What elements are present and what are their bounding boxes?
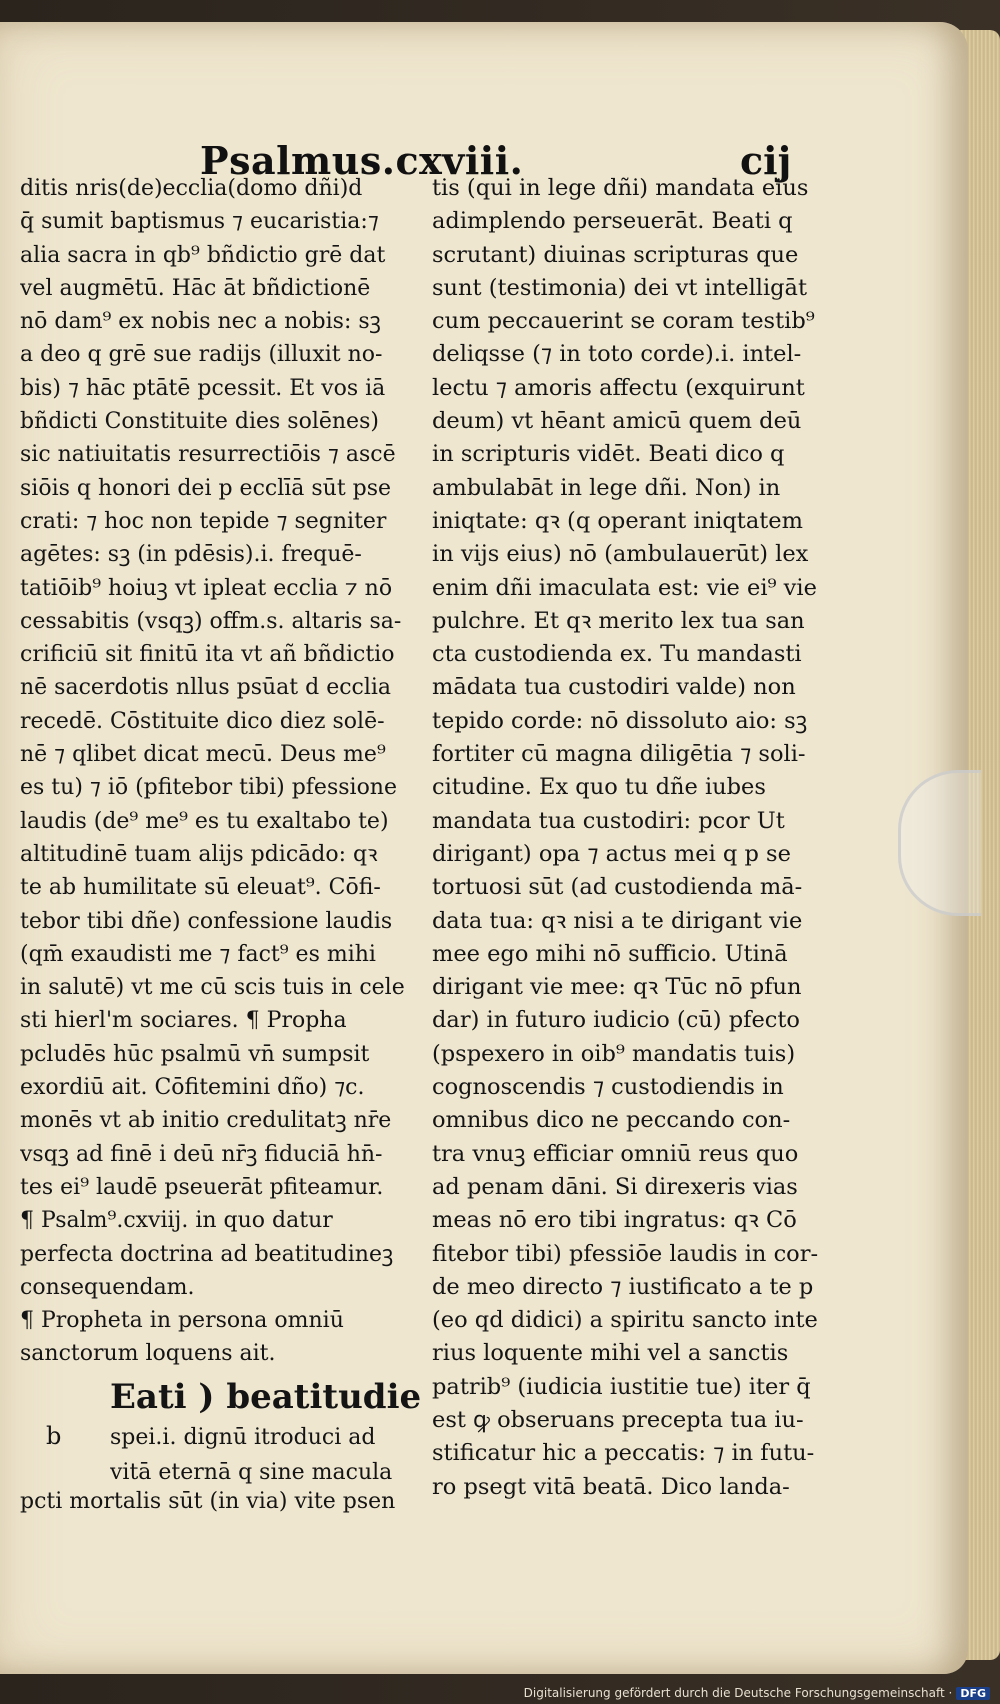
- text-line: stificatur hic a peccatis: ⁊ in futu-: [432, 1440, 815, 1467]
- text-line: te ab humilitate sū eleuat⁹. Cōfi-: [20, 875, 381, 901]
- text-line: vel augmētū. Hāc āt bñdictionē: [20, 275, 371, 301]
- text-line: sic natiuitatis resurrectiōis ⁊ ascē: [20, 442, 396, 468]
- text-line: vitā eternā q sine macula: [110, 1460, 393, 1485]
- text-line: scrutant) diuinas scripturas que: [432, 241, 799, 268]
- text-line: tis (qui in lege dñi) mandata eius: [432, 175, 809, 201]
- text-line: pcludēs hūc psalmū vn̄ sumpsit: [20, 1041, 370, 1067]
- text-line: enim dñi imaculata est: vie ei⁹ vie: [432, 574, 817, 601]
- text-line: bis) ⁊ hāc ptātē pcessit. Et vos iā: [20, 375, 386, 401]
- text-line: sanctorum loquens ait.: [20, 1341, 276, 1367]
- text-line: (eo qd didici) a spiritu sancto inte: [432, 1307, 818, 1334]
- text-line: cessabitis (vsqꝫ) offm.s. altaris sa-: [20, 608, 402, 634]
- text-line: est ꝙ obseruans precepta tua iu-: [432, 1406, 804, 1433]
- digitization-credit: [524, 1686, 990, 1700]
- folio-number: cij: [740, 138, 792, 183]
- text-line: deliqsse (⁊ in toto corde).i. intel-: [432, 341, 802, 368]
- text-line: exordiū ait. Cōfitemini dño) ⁊c.: [20, 1075, 365, 1101]
- text-line: vsqꝫ ad finē i deū nr̄ꝫ fiduciā hn̄-: [20, 1141, 383, 1167]
- initial-section-lines: [110, 1420, 440, 1490]
- text-line: cognoscendis ⁊ custodiendis in: [432, 1074, 784, 1101]
- text-line: in vijs eius) nō (ambulauerūt) lex: [432, 541, 809, 568]
- text-line: perfecta doctrina ad beatitudineꝫ: [20, 1241, 394, 1267]
- text-line: ad penam dāni. Si direxeris vias: [432, 1173, 798, 1200]
- text-line: sti hierl'm sociares. ¶ Propha: [20, 1008, 347, 1034]
- text-line: tortuosi sūt (ad custodienda mā-: [432, 874, 803, 901]
- text-line: iniqtate: qꝛ (q operant iniqtatem: [432, 507, 803, 534]
- text-line: pulchre. Et qꝛ merito lex tua san: [432, 607, 805, 634]
- text-line: bñdicti Constituite dies solēnes): [20, 409, 379, 435]
- text-line: siōis q honori dei p ecclīā sūt pse: [20, 475, 392, 501]
- text-line: omnibus dico ne peccando con-: [432, 1107, 791, 1134]
- text-line: crati: ⁊ hoc non tepide ⁊ segniter: [20, 508, 387, 534]
- text-line: cum peccauerint se coram testib⁹: [432, 308, 815, 335]
- text-line: ro psegt vitā beatā. Dico landa-: [432, 1473, 790, 1500]
- text-line: adimplendo perseuerāt. Beati q: [432, 208, 793, 235]
- text-line: fitebor tibi) pfessiōe laudis in cor-: [432, 1240, 819, 1267]
- text-line: ¶ Psalm⁹.cxviij. in quo datur: [20, 1208, 333, 1234]
- text-line: tebor tibi dñe) confessione laudis: [20, 908, 393, 934]
- text-line: in salutē) vt me cū scis tuis in cele: [20, 975, 405, 1001]
- right-column: [432, 172, 868, 1504]
- text-line: ditis nris(de)ecclia(domo dñi)d: [20, 176, 363, 201]
- text-line: agētes: sꝫ (in pdēsis).i. frequē-: [20, 542, 362, 568]
- text-line: a deo q grē sue radijs (illuxit no-: [20, 342, 383, 368]
- text-line: lectu ⁊ amoris affectu (exquirunt: [432, 374, 805, 401]
- dfg-logo: DFG: [956, 1687, 990, 1700]
- text-line: tepido corde: nō dissoluto aio: sꝫ: [432, 707, 808, 734]
- text-line: nē sacerdotis nllus psūat d ecclia: [20, 675, 392, 701]
- text-line: data tua: qꝛ nisi a te dirigant vie: [432, 907, 803, 934]
- text-line: citudine. Ex quo tu dñe iubes: [432, 774, 766, 801]
- text-line: nē ⁊ qlibet dicat mecū. Deus me⁹: [20, 742, 386, 768]
- text-line: nō dam⁹ ex nobis nec a nobis: sꝫ: [20, 309, 381, 335]
- text-line: pcti mortalis sūt (in via) vite psen: [20, 1489, 396, 1514]
- text-line: spei.i. dignū itroduci ad: [110, 1425, 376, 1450]
- text-line: tra vnuꝫ efficiar omniū reus quo: [432, 1140, 799, 1167]
- text-line: q̄ sumit baptismus ⁊ eucaristia:⁊: [20, 209, 379, 235]
- credit-text: Digitalisierung gefördert durch die Deutsche Forschungsgemeinschaft ·: [523, 1686, 953, 1700]
- text-line: monēs vt ab initio credulitatꝫ nr̄e: [20, 1108, 392, 1134]
- text-line: meas nō ero tibi ingratus: qꝛ Cō: [432, 1207, 797, 1234]
- text-line: mādata tua custodiri valde) non: [432, 674, 796, 701]
- text-line: altitudinē tuam alijs pdicādo: qꝛ: [20, 841, 378, 867]
- text-line: (qm̄ exaudisti me ⁊ fact⁹ es mihi: [20, 941, 376, 967]
- text-line: de meo directo ⁊ iustificato a te p: [432, 1273, 814, 1300]
- text-line: in scripturis vidēt. Beati dico q: [432, 441, 785, 468]
- text-line: cta custodienda ex. Tu mandasti: [432, 641, 802, 668]
- initial-section: [110, 1374, 440, 1490]
- text-line: patrib⁹ (iudicia iustitie tue) iter q̄: [432, 1373, 811, 1400]
- text-line: ¶ Propheta in persona omniū: [20, 1308, 344, 1334]
- text-line: mandata tua custodiri: pcor Ut: [432, 807, 785, 834]
- text-line: alia sacra in qb⁹ bñdictio grē dat: [20, 242, 386, 268]
- text-line: ambulabāt in lege dñi. Non) in: [432, 474, 781, 501]
- text-line: tes ei⁹ laudē pseuerāt pfiteamur.: [20, 1174, 384, 1200]
- signature-mark: b: [46, 1422, 62, 1450]
- left-column: [20, 172, 438, 1371]
- text-line: crificiū sit finitū ita vt añ bñdictio: [20, 642, 395, 668]
- text-line: es tu) ⁊ iō (pfitebor tibi) pfessione: [20, 775, 397, 801]
- section-heading: Eati ) beatitudie: [110, 1377, 422, 1417]
- text-line: sunt (testimonia) dei vt intelligāt: [432, 274, 808, 301]
- text-line: consequendam.: [20, 1274, 195, 1300]
- text-line: fortiter cū magna diligētia ⁊ soli-: [432, 741, 806, 768]
- text-line: tatiōib⁹ hoiuꝫ vt ipleat ecclia ⁊ nō: [20, 575, 393, 601]
- text-line: dar) in futuro iudicio (cū) pfecto: [432, 1007, 800, 1034]
- text-line: dirigant) opa ⁊ actus mei q p se: [432, 840, 791, 867]
- text-line: rius loquente mihi vel a sanctis: [432, 1340, 789, 1367]
- running-title: Psalmus.cxviii.: [200, 138, 524, 183]
- text-line: recedē. Cōstituite dico diez solē-: [20, 708, 385, 734]
- text-line: dirigant vie mee: qꝛ Tūc nō pfun: [432, 974, 802, 1001]
- text-line: deum) vt hēant amicū quem deū: [432, 408, 802, 435]
- text-line: laudis (de⁹ me⁹ es tu exaltabo te): [20, 808, 389, 834]
- text-line: mee ego mihi nō sufficio. Utinā: [432, 940, 788, 967]
- text-line: (pspexero in oib⁹ mandatis tuis): [432, 1040, 796, 1067]
